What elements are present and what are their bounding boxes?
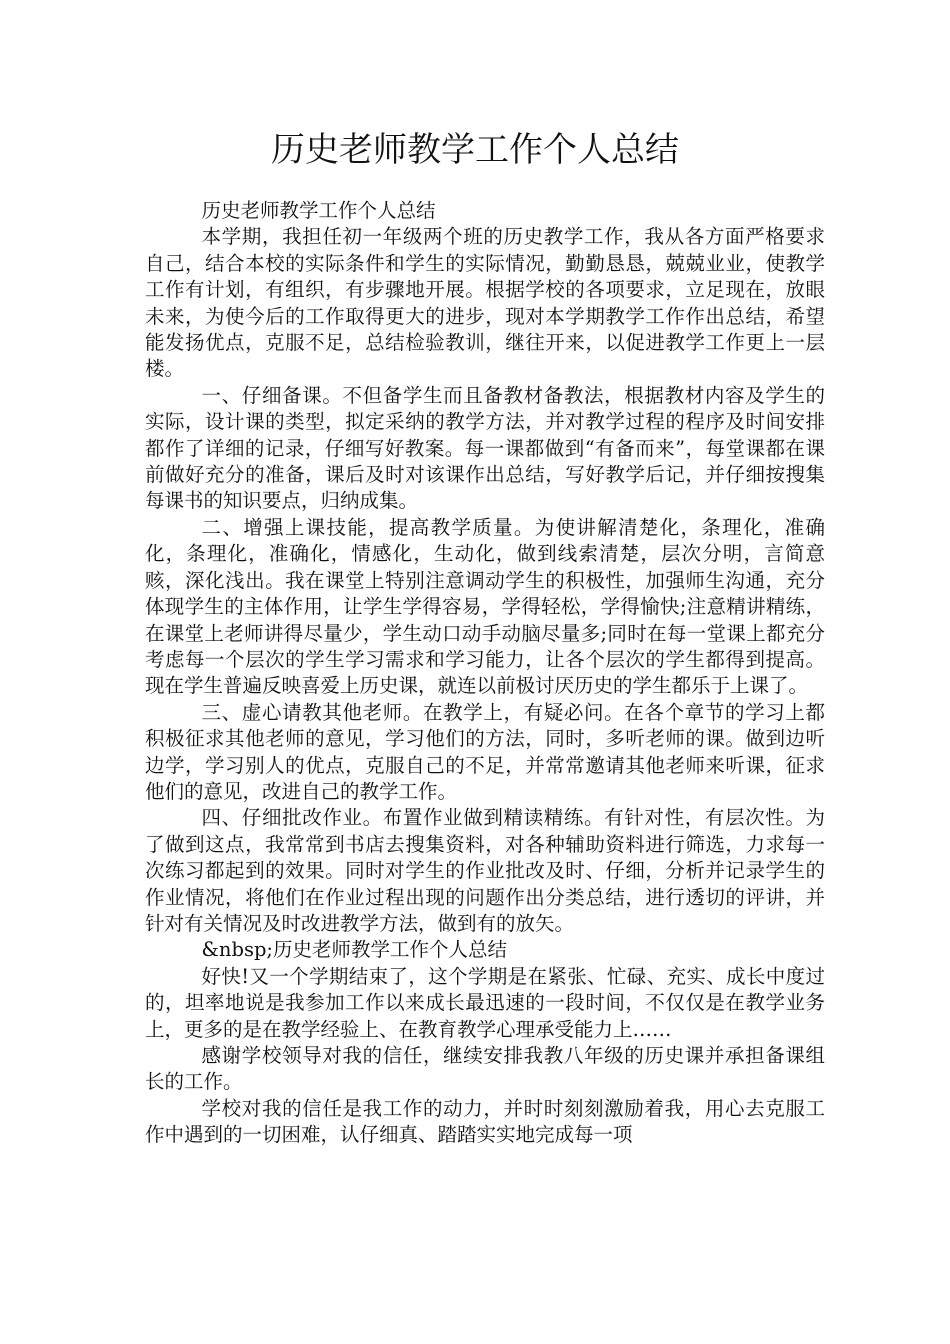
paragraph-section-1: 一、仔细备课。不但备学生而且备教材备教法，根据教材内容及学生的实际，设计课的类型，拟定采纳的教学方法，并对教学过程的程序及时间安排都作了详细的记录，仔细写好教案。每一课都做到“有备而来”，每堂课都在课前做好充分的准备，课后及时对该课作出总结，写好教学后记，并仔细按搜集每课书的知识要点，归纳成集。 xyxy=(145,383,825,513)
subtitle-line: 历史老师教学工作个人总结 xyxy=(201,199,436,222)
paragraph-intro: 本学期，我担任初一年级两个班的历史教学工作，我从各方面严格要求自己，结合本校的实际条件和学生的实际情况，勤勤恳恳，兢兢业业，使教学工作有计划，有组织，有步骤地开展。根据学校的各项要求，立足现在，放眼未来，为使今后的工作取得更大的进步，现对本学期教学工作作出总结，希望能发扬优点，克服不足，总结检验教训，继往开来，以促进教学工作更上一层楼。 xyxy=(145,225,825,381)
paragraph-semester: 好快!又一个学期结束了，这个学期是在紧张、忙碌、充实、成长中度过的，坦率地说是我参加工作以来成长最迅速的一段时间，不仅仅是在教学业务上，更多的是在教学经验上、在教育教学心理承受能力上…… xyxy=(145,964,825,1041)
paragraph-trust: 学校对我的信任是我工作的动力，并时时刻刻激励着我，用心去克服工作中遇到的一切困难，认仔细真、踏踏实实地完成每一项 xyxy=(145,1096,825,1147)
paragraph-section-2: 二、增强上课技能，提高教学质量。为使讲解清楚化，条理化，准确化，条理化，准确化，情感化，生动化，做到线索清楚，层次分明，言简意赅，深化浅出。我在课堂上特别注意调动学生的积极性，加强师生沟通，充分体现学生的主体作用，让学生学得容易，学得轻松，学得愉快;注意精讲精练，在课堂上老师讲得尽量少，学生动口动手动脑尽量多;同时在每一堂课上都充分考虑每一个层次的学生学习需求和学习能力，让各个层次的学生都得到提高。现在学生普遍反映喜爱上历史课，就连以前极讨厌历史的学生都乐于上课了。 xyxy=(145,515,825,698)
paragraph-section-3: 三、虚心请教其他老师。在教学上，有疑必问。在各个章节的学习上都积极征求其他老师的意见，学习他们的方法，同时，多听老师的课。做到边听边学，学习别人的优点，克服自己的不足，并常常邀请其他老师来听课，征求他们的意见，改进自己的教学工作。 xyxy=(145,700,825,803)
paragraph-section-4: 四、仔细批改作业。布置作业做到精读精练。有针对性，有层次性。为了做到这点，我常常到书店去搜集资料，对各种辅助资料进行筛选，力求每一次练习都起到的效果。同时对学生的作业批改及时、仔细，分析并记录学生的作业情况，将他们在作业过程出现的问题作出分类总结，进行透切的评讲，并针对有关情况及时改进教学方法，做到有的放矢。 xyxy=(145,806,825,935)
subtitle-line-2: &nbsp;历史老师教学工作个人总结 xyxy=(201,938,508,962)
paragraph-thanks: 感谢学校领导对我的信任，继续安排我教八年级的历史课并承担备课组长的工作。 xyxy=(145,1044,825,1094)
document-body xyxy=(145,198,825,1149)
document-title: 历史老师教学工作个人总结 xyxy=(271,130,679,170)
